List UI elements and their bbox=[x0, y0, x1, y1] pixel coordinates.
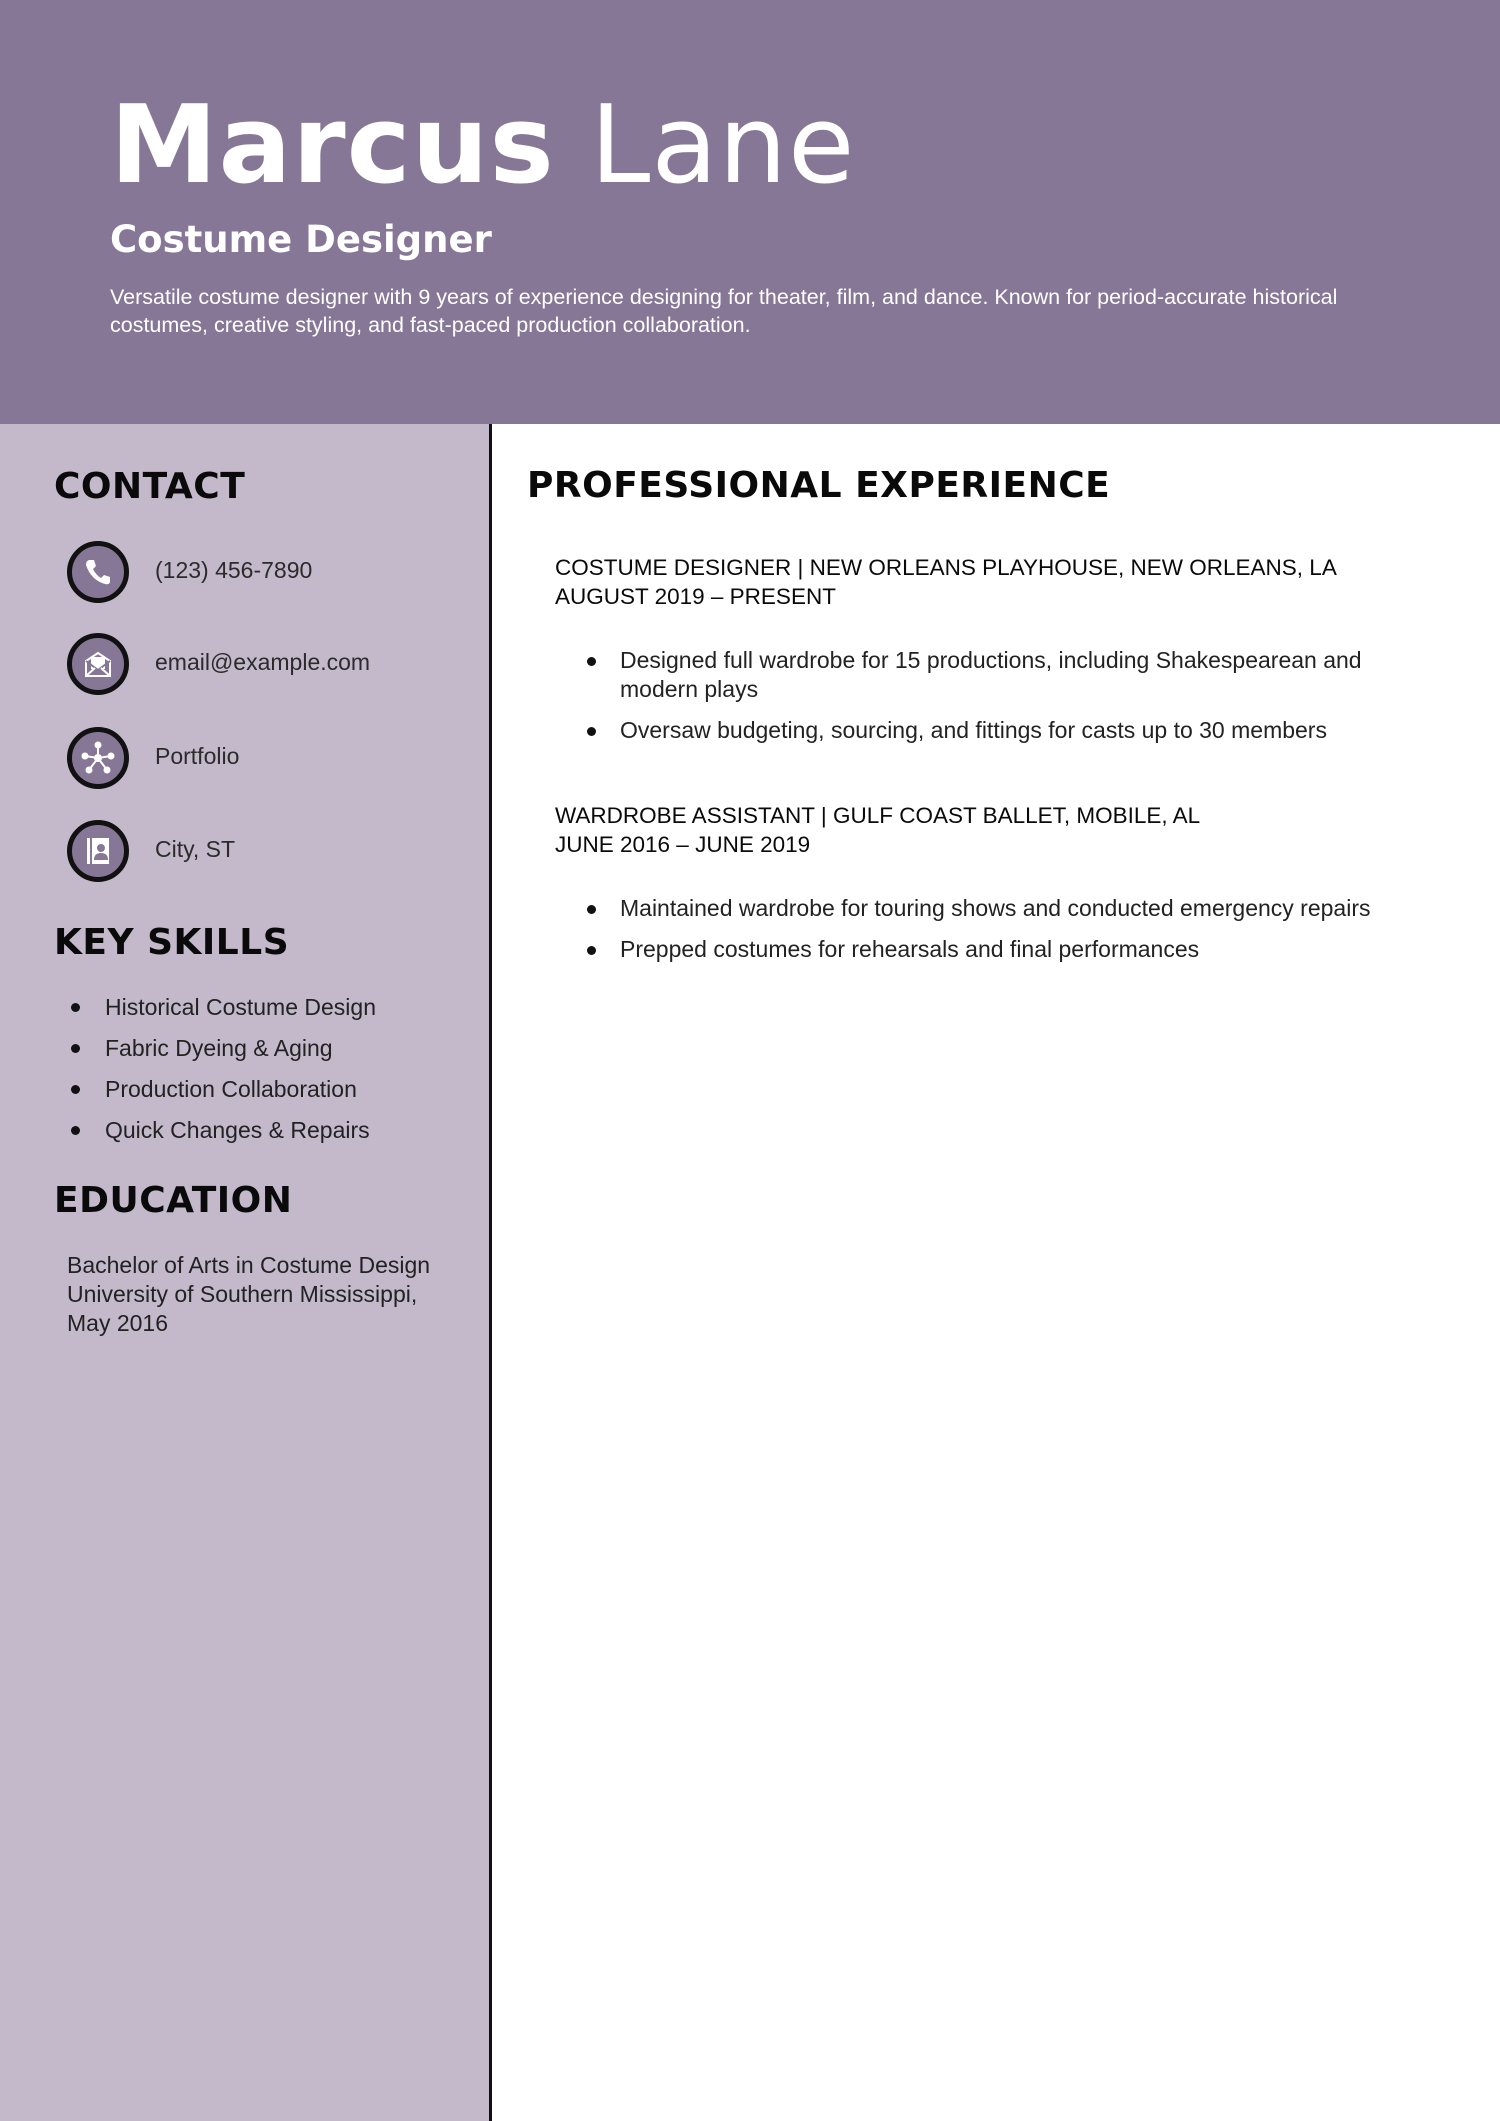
network-icon bbox=[67, 727, 129, 789]
location-text: City, ST bbox=[155, 836, 236, 862]
contact-portfolio[interactable] bbox=[67, 727, 467, 797]
degree: Bachelor of Arts in Costume Design bbox=[67, 1252, 431, 1278]
contact-phone[interactable] bbox=[67, 541, 467, 611]
contact-email[interactable] bbox=[67, 633, 467, 703]
education-heading: EDUCATION bbox=[54, 1180, 293, 1221]
skills-heading: KEY SKILLS bbox=[54, 922, 290, 963]
skill-item: Historical Costume Design bbox=[68, 992, 376, 1033]
profile-summary: Versatile costume designer with 9 years of experience designing for theater, film, and dance. Known for period-accurate historical costumes, creative styling, and fast-paced production collaboration. bbox=[110, 285, 1338, 337]
job-title: Costume Designer bbox=[110, 218, 492, 261]
bullet-item: Prepped costumes for rehearsals and final performances bbox=[620, 935, 1420, 964]
address-book-icon bbox=[67, 820, 129, 882]
job-entry bbox=[555, 801, 1435, 962]
job-bullets bbox=[620, 646, 1420, 757]
candidate-name bbox=[110, 83, 856, 208]
school: University of Southern Mississippi, May 2016 bbox=[67, 1281, 418, 1336]
job-role: COSTUME DESIGNER | NEW ORLEANS PLAYHOUSE, NEW ORLEANS, LA bbox=[555, 555, 1337, 580]
skill-item: Quick Changes & Repairs bbox=[68, 1115, 376, 1156]
portfolio-link: Portfolio bbox=[155, 743, 240, 769]
skill-item: Production Collaboration bbox=[68, 1074, 376, 1115]
envelope-icon bbox=[67, 633, 129, 695]
contact-location[interactable] bbox=[67, 820, 467, 890]
phone-text: (123) 456-7890 bbox=[155, 557, 313, 583]
job-dates: AUGUST 2019 – PRESENT bbox=[555, 584, 836, 609]
phone-icon bbox=[67, 541, 129, 603]
resume-header bbox=[0, 0, 1500, 424]
job-role: WARDROBE ASSISTANT | GULF COAST BALLET, MOBILE, AL bbox=[555, 803, 1201, 828]
last-name: Lane bbox=[590, 83, 856, 208]
education-entry bbox=[67, 1251, 467, 1338]
experience-heading: PROFESSIONAL EXPERIENCE bbox=[527, 465, 1111, 506]
job-bullets bbox=[620, 894, 1420, 976]
contact-heading: CONTACT bbox=[54, 466, 246, 507]
job-dates: JUNE 2016 – JUNE 2019 bbox=[555, 832, 811, 857]
first-name: Marcus bbox=[110, 83, 555, 208]
bullet-item: Oversaw budgeting, sourcing, and fittings for casts up to 30 members bbox=[620, 716, 1420, 745]
bullet-item: Designed full wardrobe for 15 productions, including Shakespearean and modern plays bbox=[620, 646, 1420, 704]
skills-list bbox=[68, 992, 376, 1156]
bullet-item: Maintained wardrobe for touring shows and conducted emergency repairs bbox=[620, 894, 1420, 923]
job-entry bbox=[555, 553, 1435, 743]
email-text: email@example.com bbox=[155, 649, 371, 675]
skill-item: Fabric Dyeing & Aging bbox=[68, 1033, 376, 1074]
